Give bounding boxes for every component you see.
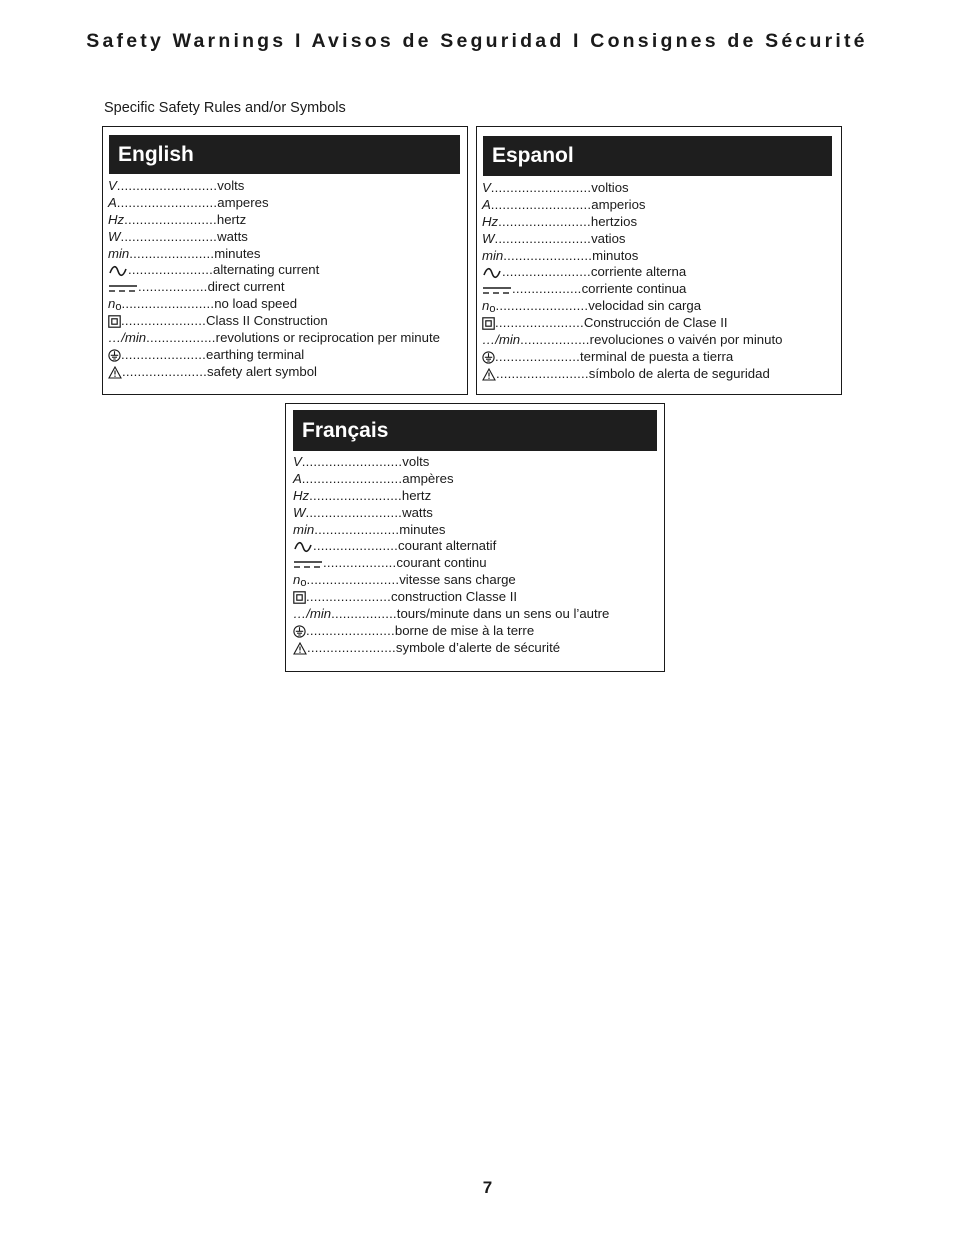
leader-dots: ...................... — [129, 245, 215, 261]
symbol-meaning: alternating current — [213, 262, 320, 278]
symbol-text: A — [293, 470, 302, 486]
francais-symbol-row — [293, 606, 609, 623]
symbol-meaning: Construcción de Clase II — [583, 315, 728, 331]
symbol — [293, 642, 307, 655]
symbol-text: …/min — [293, 606, 332, 622]
alternating-current-icon — [293, 541, 313, 553]
leader-dots: ....................... — [503, 247, 593, 263]
leader-dots: .................. — [138, 279, 208, 295]
symbol-text: Hz — [482, 213, 499, 229]
symbol-meaning: revolutions or reciprocation per minute — [215, 330, 440, 346]
symbol-text: min — [482, 247, 504, 263]
symbol — [482, 317, 495, 330]
leader-dots: .......................... — [301, 454, 403, 469]
symbol — [482, 231, 494, 248]
espanol-symbol-row — [482, 264, 782, 281]
francais-symbol-row — [293, 522, 609, 539]
direct-current-icon — [108, 282, 138, 294]
leader-dots: .......................... — [116, 194, 218, 210]
leader-dots: ................... — [323, 555, 397, 571]
symbol-meaning: direct current — [207, 279, 285, 295]
symbol-meaning: volts — [217, 178, 245, 193]
espanol-symbol-row — [482, 248, 782, 265]
leader-dots: ........................ — [309, 487, 402, 503]
symbol — [108, 212, 124, 229]
symbol — [108, 315, 121, 328]
symbol-text: W — [108, 228, 121, 244]
leader-dots: ...................... — [306, 589, 392, 605]
leader-dots: ......................... — [120, 228, 218, 244]
leader-dots: ....................... — [502, 264, 591, 280]
symbol — [108, 246, 129, 263]
leader-dots: ........................ — [496, 365, 589, 381]
symbol — [482, 267, 502, 279]
espanol-symbol-row — [482, 349, 782, 366]
symbol-meaning: vatios — [591, 230, 626, 246]
francais-symbol-row — [293, 589, 609, 606]
symbol-text: Hz — [108, 211, 125, 227]
leader-dots: .................. — [512, 281, 582, 297]
leader-dots: .................. — [146, 330, 216, 346]
symbol — [293, 591, 306, 604]
symbol-text: …/min — [482, 332, 521, 348]
symbol — [108, 195, 117, 212]
symbol — [482, 368, 496, 381]
earthing-terminal-icon — [482, 351, 495, 364]
symbol-meaning: símbolo de alerta de seguridad — [588, 365, 770, 381]
symbol-meaning: corriente continua — [581, 281, 687, 297]
english-symbol-row — [108, 296, 440, 313]
symbol-meaning: Class II Construction — [206, 313, 328, 329]
symbol — [293, 572, 306, 589]
english-symbol-row — [108, 364, 440, 381]
symbol-meaning: construction Classe II — [391, 589, 518, 605]
leader-dots: ...................... — [314, 521, 400, 537]
symbol-meaning: watts — [402, 504, 433, 520]
symbol-meaning: voltios — [591, 180, 629, 195]
leader-dots: .......................... — [301, 470, 403, 486]
symbol — [293, 522, 314, 539]
symbol — [108, 296, 121, 313]
leader-dots: ........................ — [495, 298, 589, 314]
leader-dots: ...................... — [128, 262, 214, 278]
english-symbol-row — [108, 195, 440, 212]
espanol-symbol-row — [482, 315, 782, 332]
symbol-text: V — [293, 454, 302, 469]
symbol-meaning: terminal de puesta a tierra — [580, 348, 734, 364]
symbol-text: A — [108, 194, 117, 210]
symbol-meaning: minutes — [399, 521, 446, 537]
english-symbol-row — [108, 262, 440, 279]
leader-dots: ...................... — [121, 313, 207, 329]
symbol — [482, 298, 495, 315]
symbol-meaning: courant continu — [396, 555, 487, 571]
francais-symbol-row — [293, 555, 609, 572]
section-label: Specific Safety Rules and/or Symbols — [104, 100, 346, 116]
symbol-meaning: no load speed — [214, 296, 298, 312]
symbol-meaning: minutos — [592, 247, 639, 263]
francais-symbol-row — [293, 505, 609, 522]
francais-symbol-row — [293, 454, 609, 471]
symbol-text: W — [482, 230, 495, 246]
symbol — [293, 471, 302, 488]
espanol-symbol-row — [482, 180, 782, 197]
leader-dots: ....................... — [495, 315, 584, 331]
symbol-meaning: amperes — [217, 194, 269, 210]
symbol — [293, 454, 302, 471]
francais-symbol-row — [293, 538, 609, 555]
direct-current-icon — [293, 558, 323, 570]
espanol-symbol-row — [482, 197, 782, 214]
espanol-symbol-row — [482, 214, 782, 231]
symbol-meaning: earthing terminal — [206, 346, 305, 362]
symbol-text: n — [293, 572, 301, 588]
leader-dots: .......................... — [116, 178, 218, 193]
francais-symbol-row — [293, 488, 609, 505]
english-symbol-row — [108, 246, 440, 263]
english-title: English — [109, 135, 460, 174]
symbol-meaning: safety alert symbol — [207, 363, 317, 379]
symbol-meaning: revoluciones o vaivén por minuto — [589, 332, 783, 348]
leader-dots: ........................ — [498, 213, 591, 229]
english-symbol-row — [108, 347, 440, 364]
leader-dots: .................. — [520, 332, 590, 348]
francais-symbol-row — [293, 471, 609, 488]
english-symbol-row — [108, 330, 440, 347]
symbol-subscript: o — [489, 303, 496, 316]
symbol — [293, 505, 305, 522]
espanol-title: Espanol — [483, 136, 832, 176]
english-symbol-row — [108, 229, 440, 246]
symbol-meaning: hertz — [401, 487, 432, 503]
alternating-current-icon — [482, 267, 502, 279]
espanol-symbols-box — [476, 126, 842, 395]
symbol — [482, 351, 495, 364]
symbol-meaning: vitesse sans charge — [399, 572, 516, 588]
espanol-symbol-row — [482, 366, 782, 383]
symbol — [293, 488, 309, 505]
leader-dots: ....................... — [306, 622, 395, 638]
safety-alert-icon — [293, 642, 307, 655]
safety-alert-icon — [108, 366, 122, 379]
leader-dots: ...................... — [313, 538, 399, 554]
symbol — [108, 265, 128, 277]
leader-dots: ...................... — [122, 363, 208, 379]
espanol-rows — [482, 180, 782, 383]
leader-dots: ......................... — [494, 230, 592, 246]
symbol — [108, 282, 138, 294]
symbol-meaning: watts — [217, 228, 248, 244]
espanol-symbol-row — [482, 298, 782, 315]
symbol — [108, 330, 146, 347]
leader-dots: .......................... — [490, 196, 592, 212]
english-symbol-row — [108, 178, 440, 195]
symbol — [108, 349, 121, 362]
symbol-meaning: courant alternatif — [398, 538, 497, 554]
symbol-meaning: minutes — [214, 245, 261, 261]
leader-dots: .......................... — [490, 180, 592, 195]
symbol-subscript: o — [300, 577, 307, 590]
leader-dots: ........................ — [121, 296, 215, 312]
symbol-meaning: ampères — [402, 470, 454, 486]
english-symbol-row — [108, 279, 440, 296]
symbol — [482, 284, 512, 296]
symbol-meaning: corriente alterna — [590, 264, 687, 280]
symbol-text: Hz — [293, 487, 310, 503]
leader-dots: ......................... — [305, 504, 403, 520]
english-symbols-box — [102, 126, 468, 395]
espanol-symbol-row — [482, 231, 782, 248]
symbol — [108, 229, 120, 246]
symbol-text: n — [482, 298, 490, 314]
symbol — [108, 366, 122, 379]
francais-title: Français — [293, 410, 657, 451]
espanol-symbol-row — [482, 281, 782, 298]
francais-rows — [293, 454, 609, 657]
leader-dots: ....................... — [307, 639, 396, 655]
symbol-text: n — [108, 296, 116, 312]
symbol — [108, 178, 117, 195]
symbol-meaning: borne de mise à la terre — [394, 622, 535, 638]
english-symbol-row — [108, 313, 440, 330]
symbol-meaning: volts — [402, 454, 430, 469]
leader-dots: ...................... — [495, 348, 581, 364]
symbol — [293, 541, 313, 553]
class-ii-construction-icon — [293, 591, 306, 604]
page-header: Safety Warnings I Avisos de Seguridad I Consignes de Sécurité — [86, 30, 868, 52]
symbol-text: A — [482, 196, 491, 212]
page-number: 7 — [482, 1178, 493, 1197]
earthing-terminal-icon — [108, 349, 121, 362]
english-symbol-row — [108, 212, 440, 229]
symbol-meaning: tours/minute dans un sens ou l’autre — [396, 606, 610, 622]
francais-symbol-row — [293, 640, 609, 657]
safety-alert-icon — [482, 368, 496, 381]
symbol-text: V — [108, 178, 117, 193]
english-rows — [108, 178, 440, 381]
francais-symbol-row — [293, 572, 609, 589]
symbol — [482, 332, 520, 349]
symbol-meaning: velocidad sin carga — [588, 298, 702, 314]
symbol-meaning: hertzios — [590, 213, 638, 229]
symbol-text: V — [482, 180, 491, 195]
symbol — [482, 214, 498, 231]
francais-symbol-row — [293, 623, 609, 640]
symbol — [482, 180, 491, 197]
earthing-terminal-icon — [293, 625, 306, 638]
symbol — [293, 625, 306, 638]
symbol — [293, 558, 323, 570]
francais-symbols-box — [285, 403, 665, 672]
symbol-text: min — [293, 521, 315, 537]
leader-dots: ...................... — [121, 346, 207, 362]
symbol — [482, 248, 503, 265]
alternating-current-icon — [108, 265, 128, 277]
symbol — [293, 606, 331, 623]
class-ii-construction-icon — [108, 315, 121, 328]
symbol-meaning: symbole d’alerte de sécurité — [395, 639, 561, 655]
symbol — [482, 197, 491, 214]
symbol-text: …/min — [108, 330, 147, 346]
leader-dots: ................. — [331, 606, 397, 622]
leader-dots: ........................ — [124, 211, 217, 227]
symbol-subscript: o — [115, 301, 122, 314]
symbol-text: W — [293, 504, 306, 520]
symbol-text: min — [108, 245, 130, 261]
class-ii-construction-icon — [482, 317, 495, 330]
espanol-symbol-row — [482, 332, 782, 349]
direct-current-icon — [482, 284, 512, 296]
leader-dots: ........................ — [306, 572, 400, 588]
symbol-meaning: amperios — [591, 196, 646, 212]
symbol-meaning: hertz — [216, 211, 247, 227]
